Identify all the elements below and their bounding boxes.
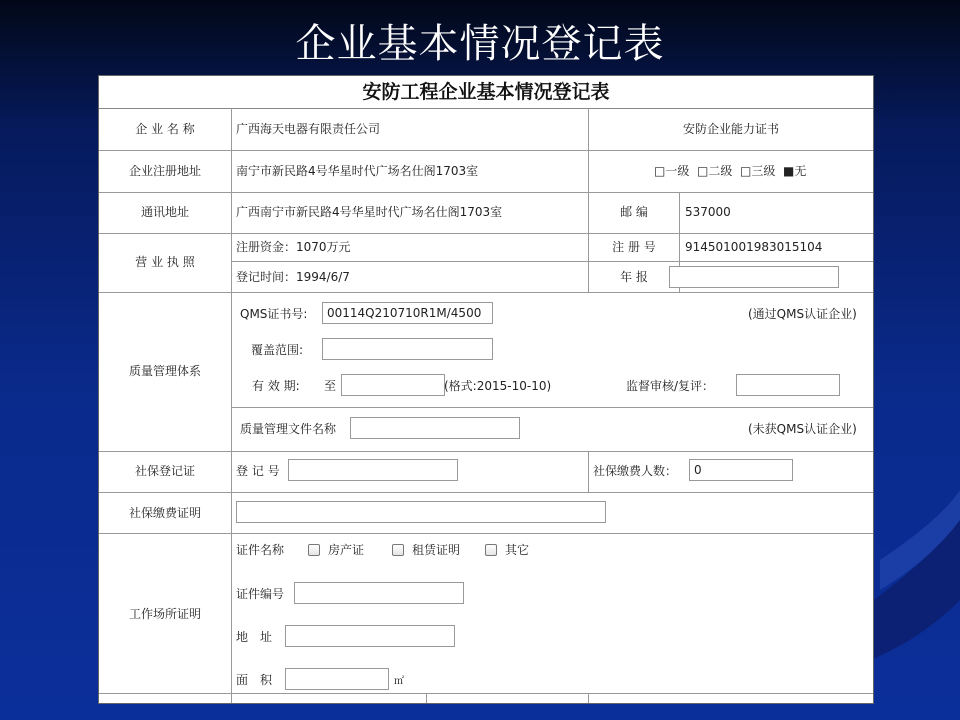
ss-payers-label: 社保缴费人数： xyxy=(593,464,678,478)
grid-line xyxy=(588,693,589,703)
checkbox-other[interactable] xyxy=(485,544,497,556)
grid-line xyxy=(99,192,873,193)
qms-cert-label: QMS证书号: xyxy=(240,307,308,321)
social-payment-input[interactable] xyxy=(236,501,606,523)
company-name-label: 企 业 名 称 xyxy=(135,122,195,136)
validity-format-hint: (格式:2015-10-10) xyxy=(444,379,552,393)
reg-address-label: 企业注册地址 xyxy=(128,164,201,178)
validity-label: 有 效 期: xyxy=(252,379,300,393)
social-security-label: 社保登记证 xyxy=(134,464,195,478)
quality-doc-input[interactable] xyxy=(350,417,520,439)
workplace-address-label: 地 址 xyxy=(236,630,273,644)
ss-reg-no-label: 登 记 号 xyxy=(236,464,280,478)
license-label: 营 业 执 照 xyxy=(135,255,195,269)
validity-to: 至 xyxy=(324,379,337,393)
grid-line xyxy=(231,407,873,408)
grid-line xyxy=(99,492,873,493)
cert-level-option[interactable]: ■无 xyxy=(783,164,807,178)
qms-missing-note: (未获QMS认证企业) xyxy=(748,422,857,436)
slide-title: 企业基本情况登记表 xyxy=(295,21,665,67)
checkbox-lease-proof[interactable] xyxy=(392,544,404,556)
validity-input[interactable] xyxy=(341,374,445,396)
reg-no-label: 注 册 号 xyxy=(612,240,656,254)
workplace-label: 工作场所证明 xyxy=(128,607,201,621)
grid-line xyxy=(231,261,873,262)
checkbox-house-cert[interactable] xyxy=(308,544,320,556)
option-house-cert-label: 房产证 xyxy=(328,543,365,557)
capital-value: 注册资金：1070万元 xyxy=(236,240,351,254)
area-unit: ㎡ xyxy=(394,676,404,687)
workplace-cert-name-label: 证件名称 xyxy=(236,543,285,557)
annual-report-input[interactable] xyxy=(669,266,839,288)
qms-cert-input[interactable]: 00114Q210710R1M/4500 xyxy=(322,302,493,324)
checkbox-icon: □ xyxy=(654,164,666,178)
ss-payers-input[interactable]: 0 xyxy=(689,459,793,481)
grid-line xyxy=(99,451,873,452)
cert-level-option[interactable]: □二级 xyxy=(697,164,733,178)
grid-line xyxy=(426,693,427,703)
workplace-area-input[interactable] xyxy=(285,668,389,690)
ss-reg-no-input[interactable] xyxy=(288,459,458,481)
coverage-label: 覆盖范围: xyxy=(251,343,304,357)
reg-address-value: 南宁市新民路4号华星时代广场名仕阁1703室 xyxy=(236,164,479,178)
workplace-area-label: 面 积 xyxy=(236,673,273,687)
qms-note: (通过QMS认证企业) xyxy=(748,307,857,321)
registration-form xyxy=(98,75,874,704)
reg-no-value: 914501001983015104 xyxy=(685,240,823,254)
workplace-cert-no-input[interactable] xyxy=(294,582,464,604)
checked-checkbox-icon: ■ xyxy=(783,164,795,178)
checkbox-icon: □ xyxy=(697,164,709,178)
grid-line xyxy=(588,451,589,492)
social-payment-label: 社保缴费证明 xyxy=(128,506,201,520)
mail-address-label: 通讯地址 xyxy=(140,205,189,219)
postcode-value: 537000 xyxy=(685,205,731,219)
cert-level-option[interactable]: □一级 xyxy=(654,164,690,178)
supervision-label: 监督审核/复评： xyxy=(626,379,715,393)
quality-doc-label: 质量管理文件名称 xyxy=(240,422,337,436)
grid-line xyxy=(99,233,873,234)
postcode-label: 邮 编 xyxy=(620,205,648,219)
mail-address-value: 广西南宁市新民路4号华星时代广场名仕阁1703室 xyxy=(236,205,503,219)
grid-line xyxy=(99,150,873,151)
option-lease-proof-label: 租赁证明 xyxy=(412,543,461,557)
cert-level-options xyxy=(654,163,806,179)
workplace-address-input[interactable] xyxy=(285,625,455,647)
form-title: 安防工程企业基本情况登记表 xyxy=(99,76,873,109)
coverage-input[interactable] xyxy=(322,338,493,360)
grid-line xyxy=(231,108,232,703)
supervision-input[interactable] xyxy=(736,374,840,396)
option-other-label: 其它 xyxy=(505,543,530,557)
quality-label: 质量管理体系 xyxy=(128,364,201,378)
annual-report-label: 年 报 xyxy=(620,270,648,284)
grid-line xyxy=(99,533,873,534)
cert-level-option[interactable]: □三级 xyxy=(740,164,776,178)
grid-line xyxy=(99,292,873,293)
workplace-cert-no-label: 证件编号 xyxy=(236,587,285,601)
company-name-value: 广西海天电器有限责任公司 xyxy=(236,122,381,136)
checkbox-icon: □ xyxy=(740,164,752,178)
grid-line xyxy=(99,693,873,694)
cert-label: 安防企业能力证书 xyxy=(682,122,779,136)
reg-date-value: 登记时间：1994/6/7 xyxy=(236,270,350,284)
